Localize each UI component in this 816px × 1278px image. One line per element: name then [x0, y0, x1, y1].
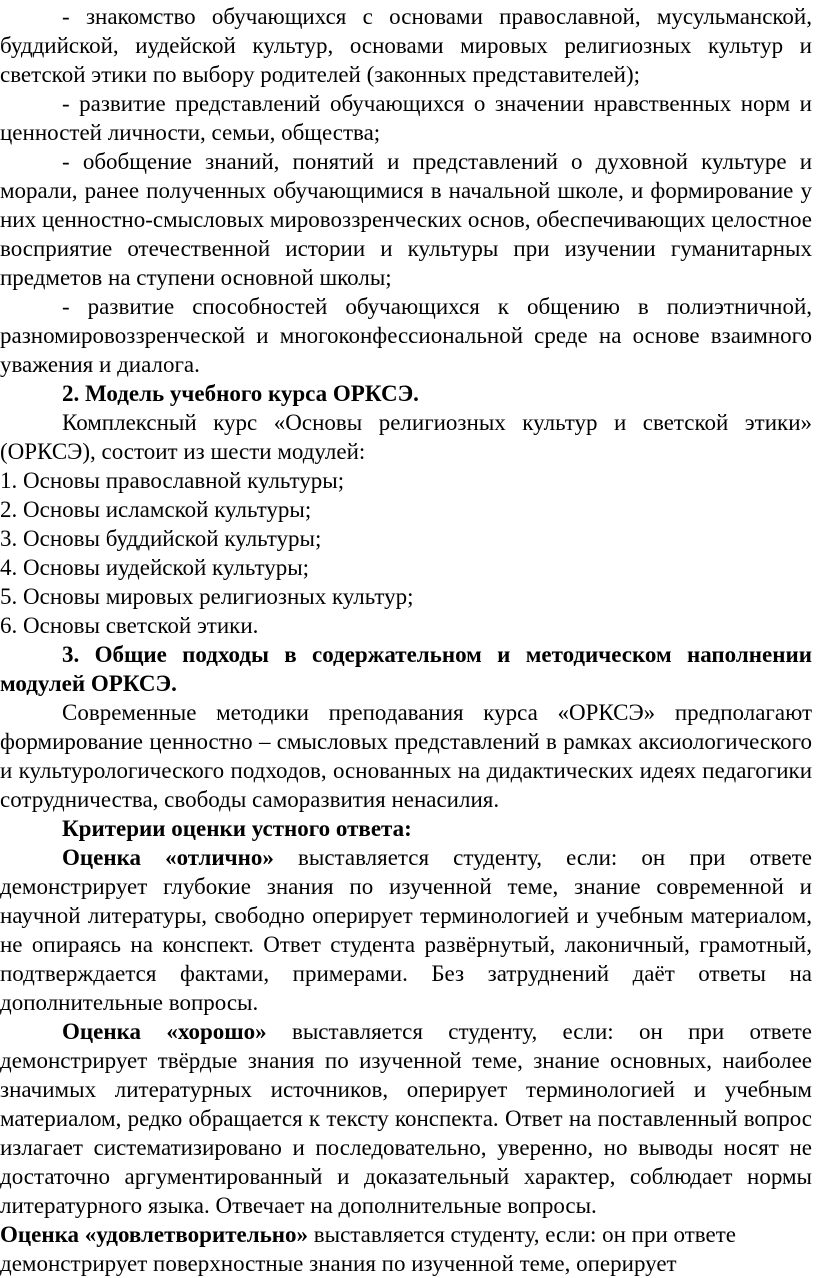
- bullet-3: - обобщение знаний, понятий и представлений о духовной культуре и морали, ранее полученных обучающимися в начальной школе, и формирование у них ценностно-смысловых мировоззренческих основ, обеспечивающих целостное восприятие отечественной истории и культуры при изучении гуманитарных предметов на ступени основной школы;: [0, 149, 812, 290]
- document-page: [0, 2, 812, 1278]
- criteria-satisfactory-label: Оценка «удовлетворительно»: [0, 1222, 309, 1247]
- module-2: 2. Основы исламской культуры;: [0, 497, 312, 522]
- bullet-4: - развитие способностей обучающихся к общению в полиэтничной, разномировоззренческой и многоконфессиональной среде на основе взаимного уважения и диалога.: [0, 294, 812, 377]
- module-6: 6. Основы светской этики.: [0, 613, 259, 638]
- criteria-excellent-text: выставляется студенту, если: он при ответе демонстрирует глубокие знания по изученной теме, знание современной и научной литературы, свободно оперирует терминологией и учебным материалом, не опираясь на конспект. Ответ студента развёрнутый, лаконичный, грамотный, подтверждается фактами, примерами. Без затруднений даёт ответы на дополнительные вопросы.: [0, 845, 812, 1015]
- criteria-satisfactory-text: выставляется студенту, если: он при ответе демонстрирует поверхностные знания по изученной теме, оперирует: [0, 1222, 736, 1276]
- criteria-good-label: Оценка «хорошо»: [62, 1019, 267, 1044]
- bullet-1: - знакомство обучающихся с основами православной, мусульманской, буддийской, иудейской культур, основами мировых религиозных культур и светской этики по выбору родителей (законных представителей);: [0, 4, 812, 87]
- criteria-heading: Критерии оценки устного ответа:: [62, 816, 412, 841]
- module-3: 3. Основы буддийской культуры;: [0, 526, 322, 551]
- section-3-text: Современные методики преподавания курса «ОРКСЭ» предполагают формирование ценностно – смысловых представлений в рамках аксиологического и культурологического подходов, основанных на дидактических идеях педагогики сотрудничества, свободы саморазвития ненасилия.: [0, 700, 812, 812]
- module-1: 1. Основы православной культуры;: [0, 468, 345, 493]
- criteria-excellent-label: Оценка «отлично»: [62, 845, 274, 870]
- section-3-heading: 3. Общие подходы в содержательном и методическом наполнении модулей ОРКСЭ.: [0, 642, 812, 696]
- criteria-good: [0, 1017, 812, 1220]
- section-2-intro: Комплексный курс «Основы религиозных культур и светской этики» (ОРКСЭ), состоит из шести модулей:: [0, 410, 812, 464]
- module-5: 5. Основы мировых религиозных культур;: [0, 584, 414, 609]
- section-2-heading: 2. Модель учебного курса ОРКСЭ.: [62, 381, 419, 406]
- criteria-excellent: [0, 843, 812, 1017]
- criteria-good-text: выставляется студенту, если: он при ответе демонстрирует твёрдые знания по изученной теме, знание основных, наиболее значимых литературных источников, оперирует терминологией и учебным материалом, редко обращается к тексту конспекта. Ответ на поставленный вопрос излагает систематизировано и последовательно, уверенно, но выводы носят не достаточно аргументированный и доказательный характер, соблюдает нормы литературного языка. Отвечает на дополнительные вопросы.: [0, 1019, 812, 1218]
- module-4: 4. Основы иудейской культуры;: [0, 555, 310, 580]
- bullet-2: - развитие представлений обучающихся о значении нравственных норм и ценностей личности, семьи, общества;: [0, 91, 812, 145]
